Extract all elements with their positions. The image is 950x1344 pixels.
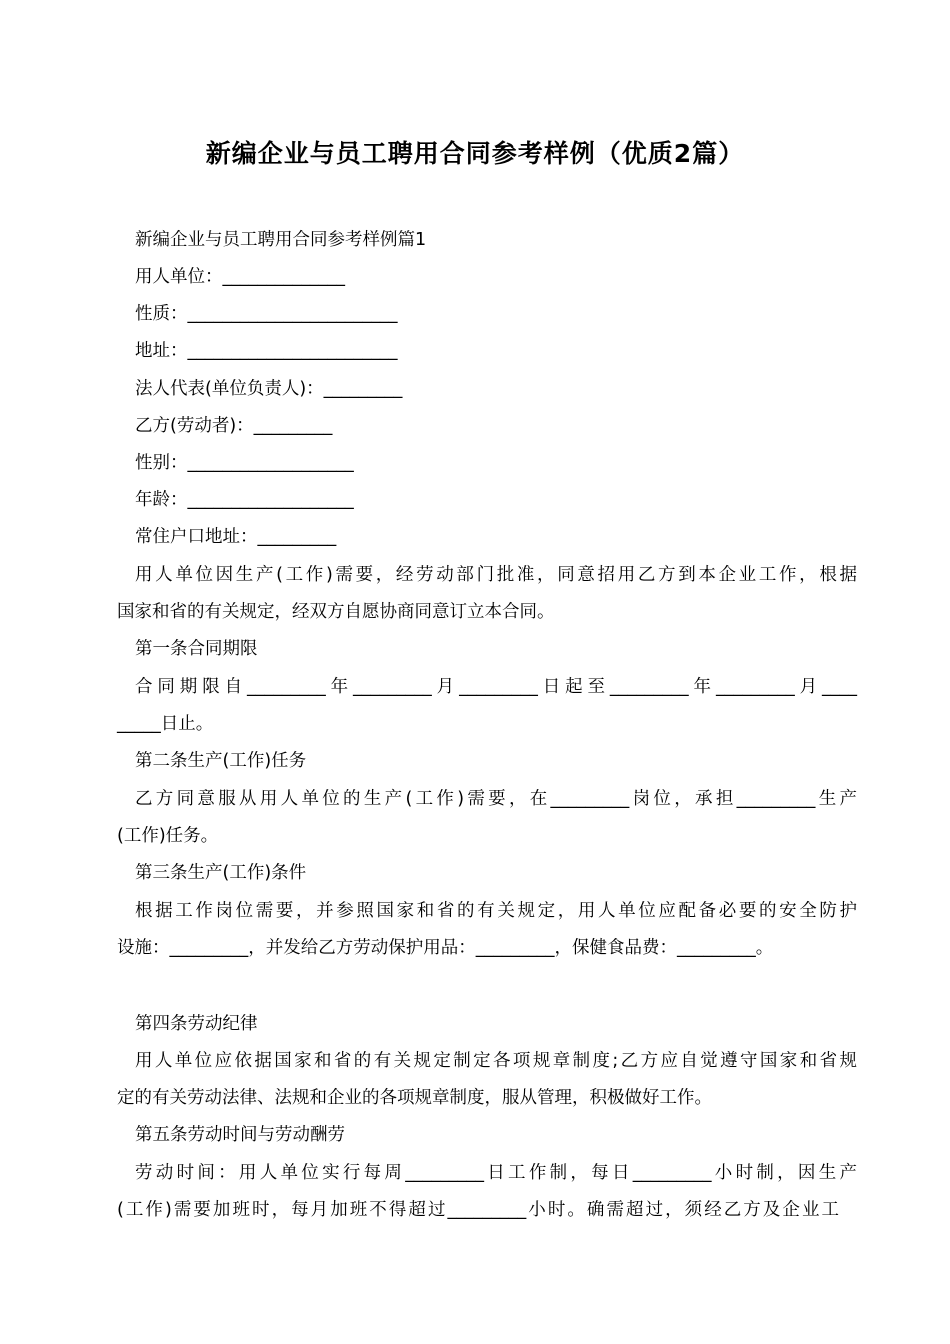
- article-5-line-1: 劳动时间：用人单位实行每周_________日工作制，每日_________小时制，因生产: [135, 1163, 857, 1183]
- preamble-line-1: 用人单位因生产(工作)需要，经劳动部门批准，同意招用乙方到本企业工作，根据: [135, 565, 857, 585]
- employer-field: 用人单位：______________: [135, 267, 345, 287]
- gender-field: 性别：___________________: [135, 453, 354, 473]
- article-2-line-2: (工作)任务。: [117, 826, 219, 846]
- article-4-line-2: 定的有关劳动法律、法规和企业的各项规章制度，服从管理，积极做好工作。: [117, 1088, 712, 1108]
- age-field: 年龄：___________________: [135, 490, 354, 510]
- article-2-line-1: 乙方同意服从用人单位的生产(工作)需要，在_________岗位，承担_________生产: [135, 789, 857, 809]
- employee-field: 乙方(劳动者)：_________: [135, 416, 333, 436]
- article-3-line-1: 根据工作岗位需要，并参照国家和省的有关规定，用人单位应配备必要的安全防护: [135, 901, 857, 921]
- article-5-line-2: (工作)需要加班时，每月加班不得超过_________小时。确需超过，须经乙方及企业工: [117, 1200, 839, 1220]
- article-1-heading: 第一条合同期限: [135, 639, 258, 659]
- address-field: 地址：________________________: [135, 341, 398, 361]
- article-3-line-2: 设施：_________，并发给乙方劳动保护用品：_________，保健食品费：_________。: [117, 938, 774, 958]
- article-2-heading: 第二条生产(工作)任务: [135, 751, 307, 771]
- article-3-heading: 第三条生产(工作)条件: [135, 863, 307, 883]
- article-4-heading: 第四条劳动纪律: [135, 1014, 258, 1034]
- article-1-line-2: _____日止。: [117, 714, 214, 734]
- legal-rep-field: 法人代表(单位负责人)：_________: [135, 379, 403, 399]
- document-title: 新编企业与员工聘用合同参考样例（优质2篇）: [205, 139, 745, 168]
- article-4-line-1: 用人单位应依据国家和省的有关规定制定各项规章制度;乙方应自觉遵守国家和省规: [135, 1051, 857, 1071]
- article-1-line-1: 合同期限自_________年_________月_________日起至_________年_________月____: [135, 677, 857, 697]
- residence-field: 常住户口地址：_________: [135, 527, 337, 547]
- article-5-heading: 第五条劳动时间与劳动酬劳: [135, 1125, 345, 1145]
- nature-field: 性质：________________________: [135, 304, 398, 324]
- preamble-line-2: 国家和省的有关规定，经双方自愿协商同意订立本合同。: [117, 602, 555, 622]
- section-heading: 新编企业与员工聘用合同参考样例篇1: [135, 230, 427, 250]
